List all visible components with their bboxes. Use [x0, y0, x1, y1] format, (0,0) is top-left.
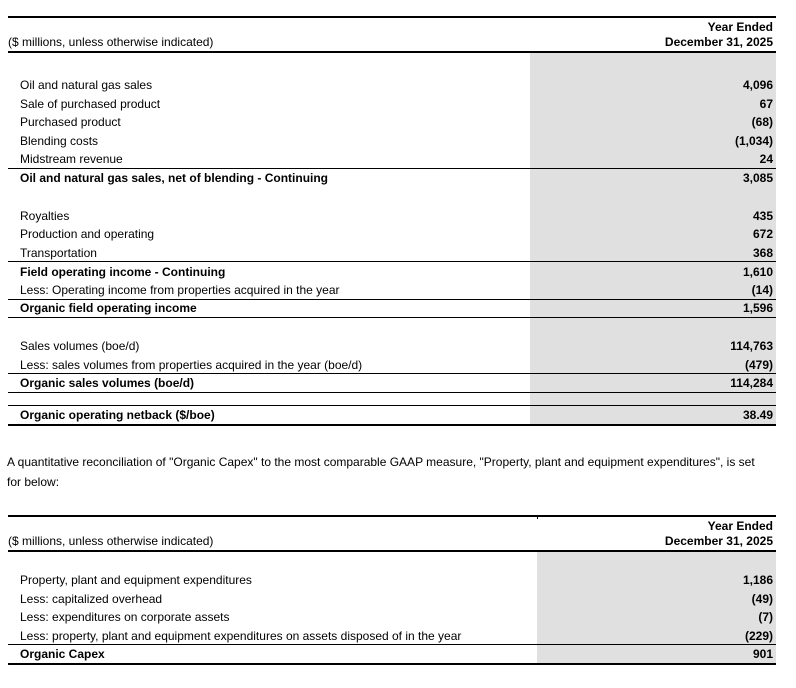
row-value: 4,096	[530, 76, 776, 95]
row-value: 114,763	[530, 337, 776, 356]
column-divider-tick	[537, 515, 538, 519]
row-value	[530, 393, 776, 406]
row-label: Blending costs	[20, 134, 99, 149]
row-value: (1,034)	[530, 132, 776, 151]
row-label: Oil and natural gas sales, net of blending - Continuing	[20, 171, 329, 186]
table-row	[8, 225, 776, 244]
table-header	[8, 16, 776, 53]
table-body	[8, 53, 776, 426]
row-value	[530, 188, 776, 207]
spacer-row	[8, 393, 776, 407]
table-row	[8, 281, 776, 300]
table-row	[8, 356, 776, 375]
table-row	[8, 132, 776, 151]
row-value: 67	[530, 95, 776, 114]
table-row	[8, 76, 776, 95]
spacer-row	[8, 318, 776, 337]
row-label: Sale of purchased product	[20, 96, 161, 111]
row-value: 368	[530, 244, 776, 262]
table-row	[8, 374, 776, 393]
row-value: 435	[530, 207, 776, 226]
period-year-ended: Year Ended	[707, 519, 773, 533]
row-label: Field operating income - Continuing	[20, 264, 226, 279]
table-row	[8, 406, 776, 426]
row-label: Organic sales volumes (boe/d)	[20, 376, 195, 391]
row-label: Less: expenditures on corporate assets	[20, 610, 230, 625]
table-units-label: ($ millions, unless otherwise indicated)	[8, 35, 214, 49]
table-row	[8, 262, 776, 281]
table-header	[8, 515, 776, 552]
table-row	[8, 95, 776, 114]
table-body	[8, 552, 776, 665]
table-row	[8, 337, 776, 356]
row-label: Organic Capex	[20, 647, 105, 662]
period-year-ended: Year Ended	[707, 20, 773, 34]
row-value: 24	[530, 150, 776, 168]
netback-reconciliation-table	[8, 16, 776, 426]
row-value: 38.49	[530, 406, 776, 424]
table-row	[8, 590, 776, 609]
row-label: Less: Operating income from properties acquired in the year	[20, 282, 340, 297]
spacer-row	[8, 552, 776, 571]
row-label: Transportation	[20, 245, 97, 260]
row-label: Sales volumes (boe/d)	[20, 339, 140, 354]
row-value: (229)	[537, 627, 776, 645]
table-row	[8, 627, 776, 646]
reconciliation-paragraph: A quantitative reconciliation of "Organic Capex" to the most comparable GAAP measure, "Property, plant and equipment expenditures", is set for below:	[7, 455, 755, 489]
row-value	[537, 552, 776, 571]
row-value: 1,596	[530, 300, 776, 318]
row-value: (14)	[530, 281, 776, 299]
row-label: Organic operating netback ($/boe)	[20, 408, 215, 423]
spacer-row	[8, 188, 776, 207]
table-row	[8, 571, 776, 590]
table-row	[8, 608, 776, 627]
spacer-row	[8, 53, 776, 76]
row-label: Purchased product	[20, 115, 121, 130]
row-label: Royalties	[20, 208, 70, 223]
capex-reconciliation-table	[8, 515, 776, 665]
table-row	[8, 244, 776, 263]
row-label: Property, plant and equipment expenditures	[20, 573, 252, 588]
row-value: 3,085	[530, 169, 776, 188]
row-value: (7)	[537, 608, 776, 627]
row-label: Less: property, plant and equipment expenditures on assets disposed of in the year	[20, 628, 462, 643]
table-row	[8, 207, 776, 226]
row-label: Midstream revenue	[20, 152, 123, 167]
table-row	[8, 150, 776, 169]
table-units-label: ($ millions, unless otherwise indicated)	[8, 534, 214, 548]
row-label: Less: sales volumes from properties acquired in the year (boe/d)	[20, 357, 363, 372]
row-value	[530, 318, 776, 337]
period-date: December 31, 2025	[664, 35, 773, 49]
row-value: 114,284	[530, 374, 776, 392]
table-row	[8, 169, 776, 188]
table-row	[8, 645, 776, 665]
row-value: (49)	[537, 590, 776, 609]
table-row	[8, 113, 776, 132]
row-value: (479)	[530, 356, 776, 374]
row-value: (68)	[530, 113, 776, 132]
table-row	[8, 300, 776, 319]
row-label: Production and operating	[20, 227, 155, 242]
row-value: 1,186	[537, 571, 776, 590]
period-date: December 31, 2025	[664, 534, 773, 548]
row-value: 901	[537, 645, 776, 663]
row-value: 1,610	[530, 262, 776, 281]
row-value: 672	[530, 225, 776, 244]
row-label: Oil and natural gas sales	[20, 78, 153, 93]
row-value	[530, 53, 776, 76]
row-label: Organic field operating income	[20, 301, 197, 316]
row-label: Less: capitalized overhead	[20, 591, 163, 606]
